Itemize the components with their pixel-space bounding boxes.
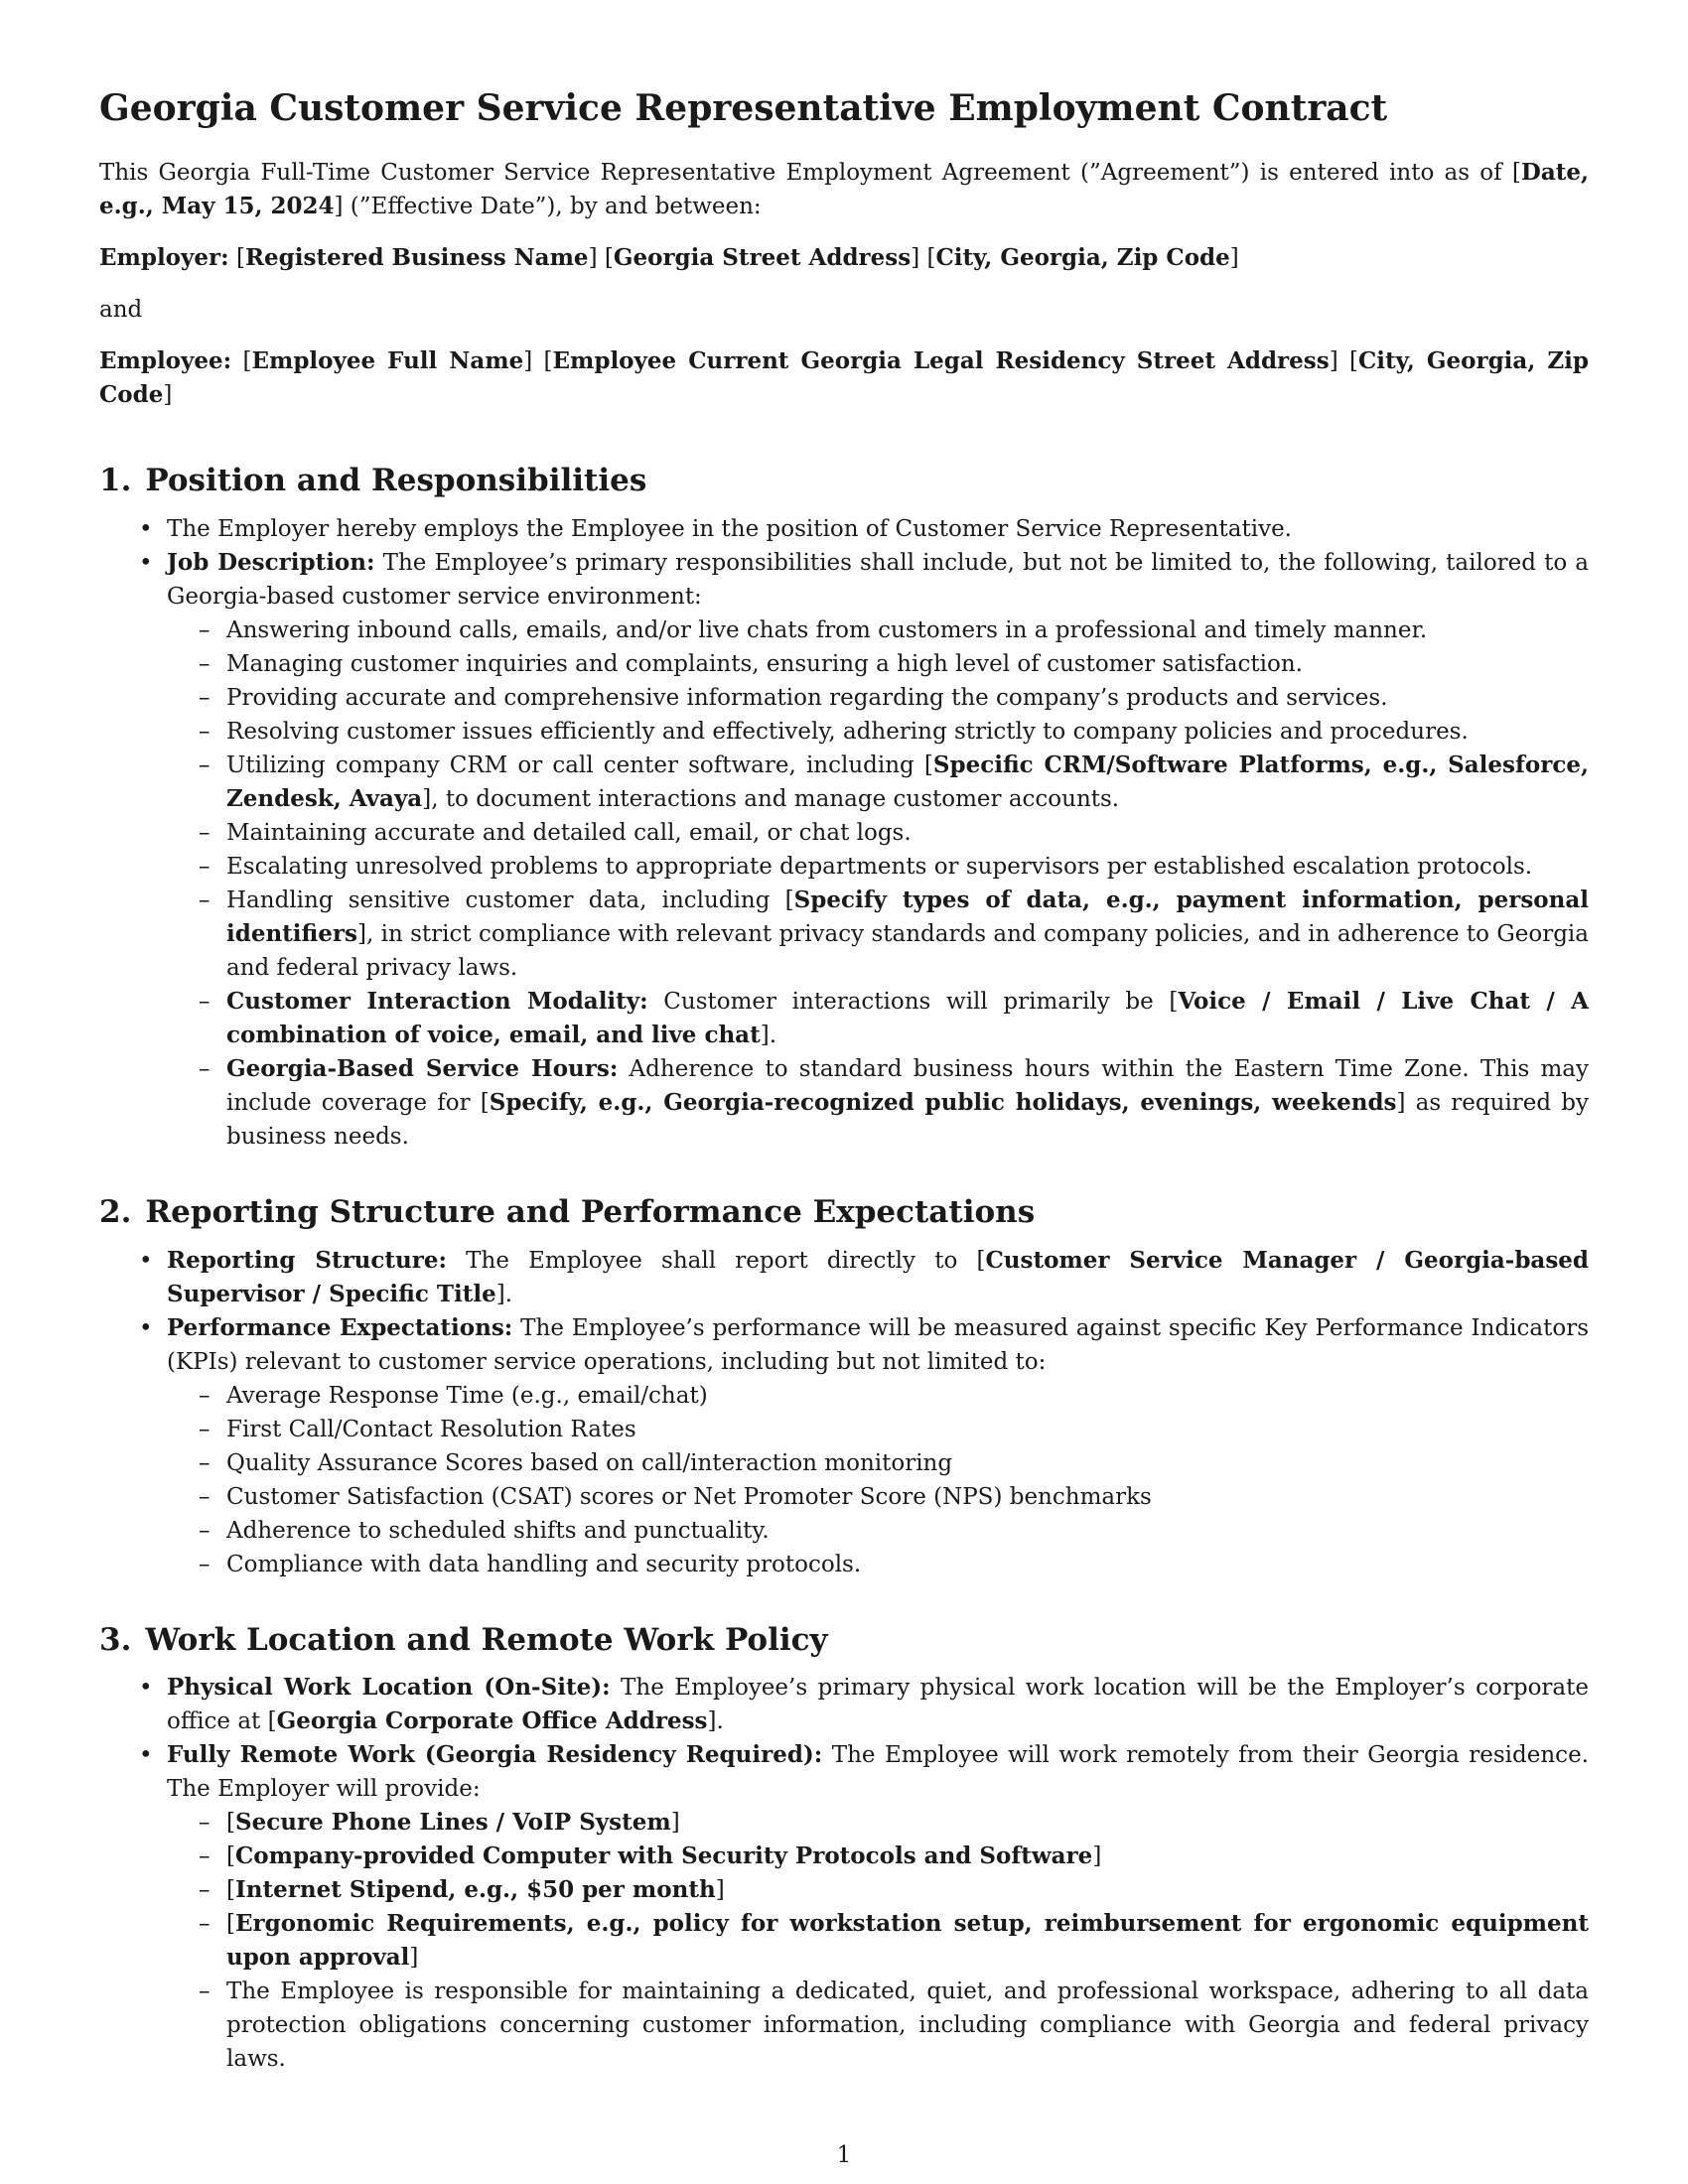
- list-item: – Answering inbound calls, emails, and/or live chats from customers in a professional and timely manner.: [167, 614, 1589, 647]
- list-item: – Escalating unresolved problems to appropriate departments or supervisors per established escalation protocols.: [167, 850, 1589, 884]
- list-item: – Customer Satisfaction (CSAT) scores or Net Promoter Score (NPS) benchmarks: [167, 1480, 1589, 1514]
- list-item: – [Company-provided Computer with Security Protocols and Software]: [167, 1840, 1589, 1873]
- and-text: and: [99, 297, 143, 324]
- list-item: – Georgia-Based Service Hours: Adherence to standard business hours within the Eastern Time Zone. This may include coverage for [Specify, e.g., Georgia-recognized public holidays, evenings, weekends] as required by business needs.: [167, 1052, 1589, 1154]
- list-item: – Average Response Time (e.g., email/chat): [167, 1379, 1589, 1413]
- list-item: • Physical Work Location (On-Site): The Employee’s primary physical work location will be the Employer’s corporate office at [Georgia Corporate Office Address].: [99, 1671, 1589, 1738]
- list-item: – The Employee is responsible for maintaining a dedicated, quiet, and professional workspace, adhering to all data protection obligations concerning customer information, including compliance with Georgia and federal privacy laws.: [167, 1975, 1589, 2076]
- list-item: • Fully Remote Work (Georgia Residency Required): The Employee will work remotely from their Georgia residence. The Employer will provide: – [Secure Phone Lines / VoIP System] – [Company-provided Computer with Security Protocols and Software] – [Internet Stipend, e.g., $50 per month] – [Ergonomic Requirements, e.g., policy for workstation setup, reimbursement for ergonomic equipment upon approval] – The Employee is responsible for maintaining a dedicated, quiet, and professional workspace, adhering to all data protection obligations concerning customer information, including compliance with Georgia and federal privacy laws.: [99, 1738, 1589, 2076]
- section-3-list: [99, 1671, 1589, 2076]
- list-item: – Handling sensitive customer data, including [Specify types of data, e.g., payment information, personal identifiers], in strict compliance with relevant privacy standards and company policies, and in adherence to Georgia and federal privacy laws.: [167, 884, 1589, 985]
- remote-provisions-list: [167, 1806, 1589, 2076]
- job-duties-list: [167, 614, 1589, 1154]
- section-1-list: [99, 512, 1589, 1154]
- list-item: – Maintaining accurate and detailed call, email, or chat logs.: [167, 816, 1589, 850]
- list-item: – Utilizing company CRM or call center software, including [Specific CRM/Software Platforms, e.g., Salesforce, Zendesk, Avaya], to document interactions and manage customer accounts.: [167, 749, 1589, 816]
- effective-date-placeholder: Date, e.g., May 15, 2024: [99, 159, 1589, 220]
- list-item: – [Internet Stipend, e.g., $50 per month]: [167, 1873, 1589, 1907]
- list-item: • Performance Expectations: The Employee’s performance will be measured against specific Key Performance Indicators (KPIs) relevant to customer service operations, including but not limited to: – Average Response Time (e.g., email/chat) – First Call/Contact Resolution Rates – Quality Assurance Scores based on call/interaction monitoring – Customer Satisfaction (CSAT) scores or Net Promoter Score (NPS) benchmarks – Adherence to scheduled shifts and punctuality. – Compliance with data handling and security protocols.: [99, 1311, 1589, 1581]
- kpi-list: [167, 1379, 1589, 1581]
- list-item: – Compliance with data handling and security protocols.: [167, 1548, 1589, 1581]
- list-item: – First Call/Contact Resolution Rates: [167, 1413, 1589, 1446]
- list-item: – Resolving customer issues efficiently and effectively, adhering strictly to company policies and procedures.: [167, 715, 1589, 749]
- list-item: • Job Description: The Employee’s primary responsibilities shall include, but not be limited to, the following, tailored to a Georgia-based customer service environment: – Answering inbound calls, emails, and/or live chats from customers in a professional and timely manner. – Managing customer inquiries and complaints, ensuring a high level of customer satisfaction. – Providing accurate and comprehensive information regarding the company’s products and services. – Resolving customer issues efficiently and effectively, adhering strictly to company policies and procedures. – Utilizing company CRM or call center software, including [Specific CRM/Software Platforms, e.g., Salesforce, Zendesk, Avaya], to document interactions and manage customer accounts. – Maintaining accurate and detailed call, email, or chat logs. – Escalating unresolved problems to appropriate departments or supervisors per established escalation protocols. – Handling sensitive customer data, including [Specify types of data, e.g., payment information, personal identifiers], in strict compliance with relevant privacy standards and company policies, and in adherence to Georgia and federal privacy laws. – Customer Interaction Modality: Customer interactions will primarily be [Voice / Email / Live Chat / A combination of voice, email, and live chat]. – Georgia-Based Service Hours: Adherence to standard business hours within the Eastern Time Zone. This may include coverage for [Specify, e.g., Georgia-recognized public holidays, evenings, weekends] as required by business needs.: [99, 546, 1589, 1154]
- page-number: 1: [836, 2142, 852, 2168]
- list-item: – Adherence to scheduled shifts and punctuality.: [167, 1514, 1589, 1548]
- list-item: – Providing accurate and comprehensive information regarding the company’s products and services.: [167, 681, 1589, 715]
- section-2-list: [99, 1244, 1589, 1581]
- list-item: – Managing customer inquiries and complaints, ensuring a high level of customer satisfaction.: [167, 647, 1589, 681]
- employer-line: Employer: [Registered Business Name] [Georgia Street Address] [City, Georgia, Zip Code]: [99, 244, 1239, 272]
- list-item: – Customer Interaction Modality: Customer interactions will primarily be [Voice / Email / Live Chat / A combination of voice, email, and live chat].: [167, 985, 1589, 1052]
- list-item: • The Employer hereby employs the Employee in the position of Customer Service Representative.: [99, 512, 1589, 546]
- list-item: – Quality Assurance Scores based on call/interaction monitoring: [167, 1446, 1589, 1480]
- list-item: – [Secure Phone Lines / VoIP System]: [167, 1806, 1589, 1840]
- list-item: • Reporting Structure: The Employee shall report directly to [Customer Service Manager / Georgia-based Supervisor / Specific Title].: [99, 1244, 1589, 1311]
- section-heading-1: 1. Position and Responsibilities: [99, 463, 647, 499]
- section-heading-3: 3. Work Location and Remote Work Policy: [99, 1621, 828, 1658]
- document-title: Georgia Customer Service Representative Employment Contract: [99, 87, 1388, 129]
- intro-paragraph: This Georgia Full-Time Customer Service Representative Employment Agreement (”Agreement”) is entered into as of [Date, e.g., May 15, 2024] (”Effective Date”), by and between:: [99, 159, 1589, 220]
- list-item: – [Ergonomic Requirements, e.g., policy for workstation setup, reimbursement for ergonomic equipment upon approval]: [167, 1907, 1589, 1975]
- section-heading-2: 2. Reporting Structure and Performance Expectations: [99, 1193, 1036, 1230]
- employee-line: Employee: [Employee Full Name] [Employee Current Georgia Legal Residency Street Address] [City, Georgia, Zip Code]: [99, 347, 1589, 409]
